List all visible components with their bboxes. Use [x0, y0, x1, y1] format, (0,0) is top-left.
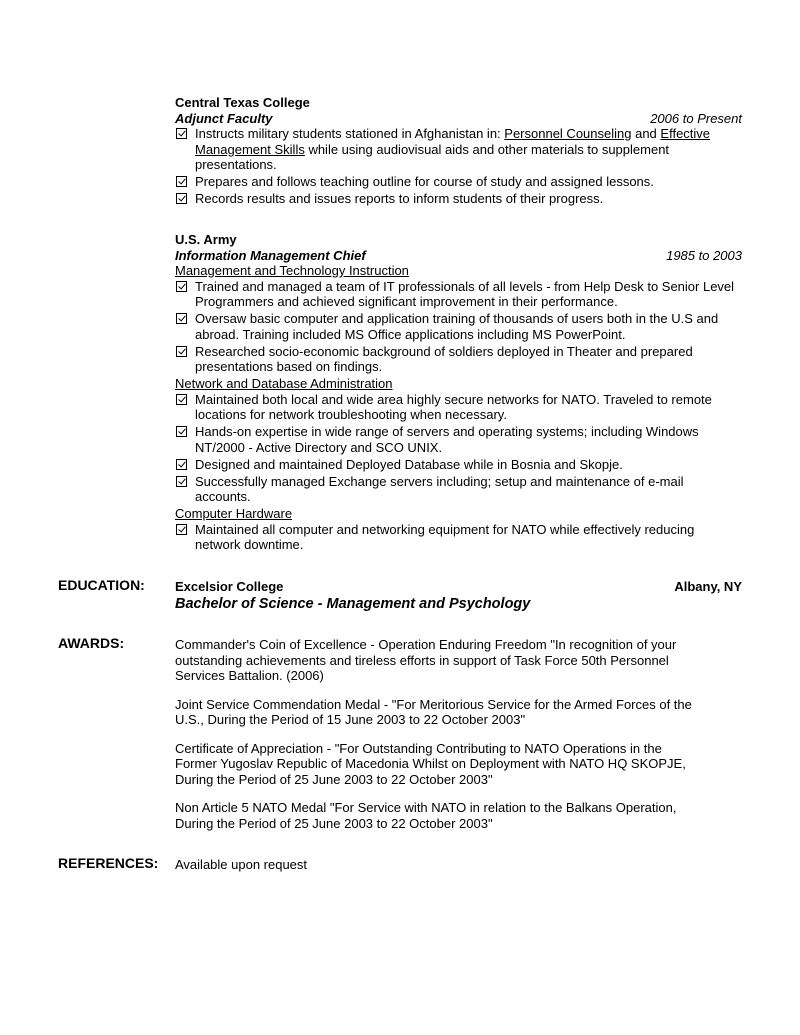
list-item [175, 424, 742, 455]
degree: Bachelor of Science - Management and Psychology [175, 595, 531, 612]
bullet-text: Maintained all computer and networking equipment for NATO while effectively reducing network downtime. [195, 521, 695, 552]
list-item [175, 191, 742, 207]
bullet-text: Maintained both local and wide area highly secure networks for NATO. Traveled to remote locations for network troubleshooting when necessary. [195, 391, 712, 422]
job-title-row [175, 111, 742, 127]
bullet-text: Records results and issues reports to inform students of their progress. [195, 191, 604, 206]
bullet-text: Researched socio-economic background of soldiers deployed in Theater and prepared presentations based on findings. [195, 343, 693, 374]
checkbox-icon [176, 193, 187, 204]
underlined-term: Effective Management Skills [195, 126, 711, 157]
job-dates: 2006 to Present [650, 110, 742, 126]
bullet-text: Designed and maintained Deployed Database while in Bosnia and Skopje. [195, 456, 623, 472]
checkbox-icon [176, 524, 187, 535]
award-item: Commander's Coin of Excellence - Operation Enduring Freedom "In recognition of your outstanding achievements and tireless efforts in support of Task Force 50th Personnel Services Battalion. (2006) [175, 637, 677, 683]
bullet-text: while using audiovisual aids and other materials to supplement presentations. [195, 141, 670, 172]
education-row [175, 579, 742, 595]
bullet-text: and [631, 126, 661, 141]
awards-label: AWARDS: [58, 635, 125, 651]
job-title: Adjunct Faculty [175, 110, 273, 126]
list-item [175, 457, 742, 473]
award-item: Joint Service Commendation Medal - "For Meritorious Service for the Armed Forces of the U.S., During the Period of 15 June 2003 to 22 October 2003" [175, 696, 692, 727]
employer-name: Central Texas College [175, 95, 310, 110]
list-item [175, 474, 742, 505]
awards-section [175, 637, 705, 844]
list-item [175, 522, 742, 553]
job-title: Information Management Chief [175, 247, 366, 263]
bullet-list [175, 392, 742, 505]
bullet-text: Oversaw basic computer and application training of thousands of users both in the U.S and abroad. Training included MS Office applications including MS PowerPoint. [195, 311, 719, 342]
references-label: REFERENCES: [58, 855, 159, 871]
award-item: Non Article 5 NATO Medal "For Service with NATO in relation to the Balkans Operation, During the Period of 25 June 2003 to 22 October 2003" [175, 800, 677, 831]
references-text: Available upon request [175, 857, 308, 872]
checkbox-icon [176, 128, 187, 139]
school-location: Albany, NY [674, 579, 742, 594]
subsection-heading: Management and Technology Instruction [175, 263, 409, 278]
education-label: EDUCATION: [58, 577, 145, 593]
checkbox-icon [176, 313, 187, 324]
employer-name: U.S. Army [175, 232, 237, 247]
education-section [175, 579, 742, 612]
job-dates: 1985 to 2003 [666, 247, 742, 263]
list-item [175, 279, 742, 310]
bullet-text: Prepares and follows teaching outline for course of study and assigned lessons. [195, 174, 654, 189]
school-name: Excelsior College [175, 579, 284, 594]
checkbox-icon [176, 476, 187, 487]
checkbox-icon [176, 394, 187, 405]
checkbox-icon [176, 346, 187, 357]
job-central-texas-college [175, 95, 742, 208]
list-item [175, 174, 742, 190]
checkbox-icon [176, 426, 187, 437]
checkbox-icon [176, 281, 187, 292]
underlined-term: Personnel Counseling [504, 126, 632, 141]
bullet-list [175, 522, 742, 553]
subsection-heading: Computer Hardware [175, 506, 293, 521]
job-us-army [175, 232, 742, 554]
bullet-text: Hands-on expertise in wide range of servers and operating systems; including Windows NT/2000 - Active Directory and SCO UNIX. [195, 424, 699, 455]
bullet-text: Trained and managed a team of IT professionals of all levels - from Help Desk to Senior Level Programmers and achieved significant improvement in their performance. [195, 278, 735, 309]
bullet-list [175, 279, 742, 375]
bullet-list [175, 126, 742, 207]
list-item [175, 344, 742, 375]
list-item [175, 311, 742, 342]
award-item: Certificate of Appreciation - "For Outstanding Contributing to NATO Operations in the Former Yugoslav Republic of Macedonia Whilst on Deployment with NATO HQ SKOPJE, During the Period of 25 June 2003 to 22 October 2003" [175, 740, 686, 787]
subsection-heading: Network and Database Administration [175, 376, 393, 391]
checkbox-icon [176, 176, 187, 187]
bullet-text: Instructs military students stationed in Afghanistan in: [195, 126, 505, 141]
list-item [175, 126, 742, 173]
list-item [175, 392, 742, 423]
job-title-row [175, 248, 742, 264]
bullet-text: Successfully managed Exchange servers including; setup and maintenance of e-mail accounts. [195, 473, 684, 504]
checkbox-icon [176, 459, 187, 470]
